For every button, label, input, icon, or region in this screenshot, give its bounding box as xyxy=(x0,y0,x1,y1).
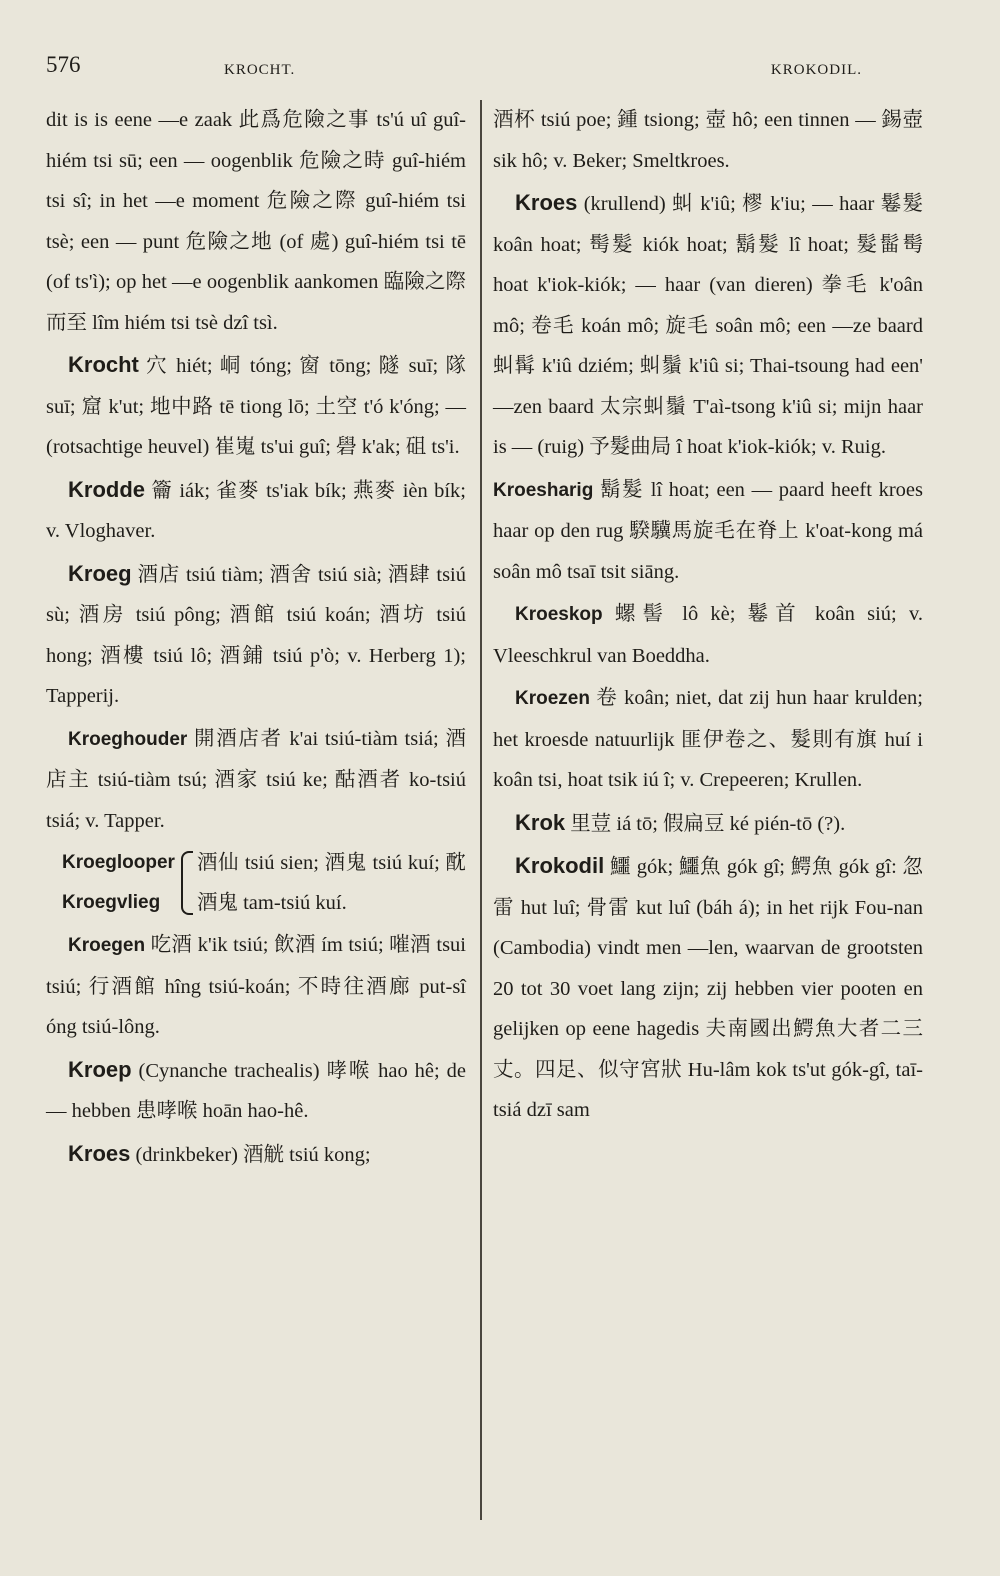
entry-body: 吃酒 k'ik tsiú; 飲酒 ím tsiú; 嗺酒 tsui tsiú; 行酒館 hîng tsiú-koán; 不時往酒廊 put-sî óng tsiú-lông. xyxy=(46,934,466,1038)
entry-kroeskop xyxy=(493,594,923,676)
entry-body: 鬍髮 lî hoat; een — paard heeft kroes haar op den rug 騤驥馬旋毛在脊上 k'oat-kong má soân mô tsaī tsit siāng. xyxy=(493,478,923,583)
entry-body: 酒店 tsiú tiàm; 酒舍 tsiú sià; 酒肆 tsiú sù; 酒房 tsiú pông; 酒館 tsiú koán; 酒坊 tsiú hong; 酒樓 tsiú lô; 酒鋪 tsiú p'ò; v. Herberg 1); Tapperij. xyxy=(46,563,466,707)
headword: Kroegen xyxy=(68,935,146,956)
entry-body: 籥 iák; 雀麥 ts'iak bík; 燕麥 ièn bík; v. Vloghaver. xyxy=(46,479,466,542)
entry-body: (drinkbeker) 酒觥 tsiú kong; xyxy=(130,1143,371,1166)
entry-text: 酒杯 tsiú poe; 鍾 tsiong; 壺 hô; een tinnen — 錫壺 sik hô; v. Beker; Smeltkroes. xyxy=(493,109,923,172)
entry-kroegen xyxy=(46,925,466,1048)
entry-body: (Cynanche trachealis) 哮喉 hao hê; de — hebben 患哮喉 hoān hao-hê. xyxy=(46,1059,466,1122)
headword: Krokodil xyxy=(515,853,605,878)
headword: Kroes xyxy=(68,1140,131,1166)
headword: Kroeglooper xyxy=(62,852,175,873)
headword: Kroeg xyxy=(68,560,132,586)
entry-kroes-krullend xyxy=(493,183,923,468)
entry-krocht xyxy=(46,345,466,468)
headword: Kroeghouder xyxy=(68,728,188,750)
entry-body: 開酒店者 k'ai tsiú-tiàm tsiá; 酒店主 tsiú-tiàm tsú; 酒家 tsiú ke; 酤酒者 ko-tsiú tsiá; v. Tapper. xyxy=(46,727,466,832)
entry-body: 鱷 gók; 鱷魚 gók gî; 鰐魚 gók gî: 忽雷 hut luî; 骨雷 kut luî (báh á); in het rijk Fou-nan (Cambodia) vindt men —len, waarvan de grootsten 20 tot 30 voet lang zijn; zij hebben vier pooten en gelijken op eene hagedis 夫南國出鰐魚大者二三丈。四足、似守宮狀 Hu-lâm kok ts'ut gók-gî, taī-tsiá dzī sam xyxy=(493,856,923,1121)
entry-krok xyxy=(493,803,923,845)
headword: Krocht xyxy=(68,352,139,377)
guide-word-right: KROKODIL. xyxy=(770,62,862,78)
entry-kroep xyxy=(46,1050,466,1132)
entry-body: (krullend) 虯 k'iû; 樛 k'iu; — haar 鬈髮 koân hoat; 髩髮 kiók hoat; 鬍髮 lî hoat; 髮髷髩 hoat k'iok-kiók; — haar (van dieren) 拳毛 k'oân mô; 卷毛 koán mô; 旋毛 soân mô; een —ze baard 虯髯 k'iû dziém; 虯鬚 k'iû si; Thai-tsoung had een' —zen baard 太宗虯鬚 T'aì-tsong k'iû si; mijn haar is — (ruig) 予髮曲局 î hoat k'iok-kiók; v. Ruig. xyxy=(493,193,923,458)
guide-word-left: KROCHT. xyxy=(224,62,296,78)
entry-continuation xyxy=(46,100,466,343)
headword: Krodde xyxy=(68,476,145,502)
entry-kroesharig xyxy=(493,470,923,593)
right-column xyxy=(493,100,923,1560)
headword: Kroep xyxy=(68,1056,132,1082)
entry-continuation xyxy=(493,100,923,181)
column-divider xyxy=(480,100,482,1520)
headword: Kroeskop xyxy=(515,604,603,625)
bracketed-headwords xyxy=(62,843,175,923)
headword: Kroegvlieg xyxy=(62,892,161,913)
entry-kroes-drinkbeker xyxy=(46,1134,466,1176)
entry-kroeg xyxy=(46,554,466,717)
headword: Kroezen xyxy=(515,688,590,709)
entry-kroezen xyxy=(493,678,923,801)
entry-body: 里荳 iá tō; 假扁豆 ké pién-tō (?). xyxy=(565,812,846,835)
page-number: 576 xyxy=(46,52,81,77)
brace-bracket xyxy=(181,851,193,915)
entry-text: dit is is eene —e zaak 此爲危險之事 ts'ú uî guî-hiém tsi sū; een — oogenblik 危險之時 guî-hiém tsi sî; in het —e moment 危險之際 guî-hiém tsi tsè; een — punt 危險之地 (of 處) guî-hiém tsi tē (of ts'ì); op het —e oogenblik aankomen 臨險之際而至 lîm hiém tsi tsè dzî tsì. xyxy=(46,109,466,334)
headword: Krok xyxy=(515,809,566,835)
entry-kroeghouder xyxy=(46,719,466,842)
headword: Kroesharig xyxy=(493,479,594,501)
left-column xyxy=(46,100,466,1560)
entry-body: 穴 hiét; 峒 tóng; 窗 tōng; 隧 suī; 隊 suī; 窟 k'ut; 地中路 tē tiong lō; 土空 t'ó k'óng; — (rotsachtige heuvel) 崔嵬 ts'ui guî; 礐 k'ak; 砠 ts'i. xyxy=(46,355,466,458)
entry-kroeglooper-kroegvlieg xyxy=(62,843,466,923)
headword: Kroes xyxy=(515,190,578,215)
entry-body: 螺髻 lô kè; 鬈首 koân siú; v. Vleeschkrul van Boeddha. xyxy=(493,603,923,667)
page-header xyxy=(46,52,960,88)
entry-body: 卷 koân; niet, dat zij hun haar krulden; het kroesde natuurlijk 匪伊卷之、髮則有旗 huí i koân tsi, hoat tsik iú î; v. Crepeeren; Krullen. xyxy=(493,687,923,791)
entry-body: 酒仙 tsiú sien; 酒鬼 tsiú kuí; 酖酒鬼 tam-tsiú kuí. xyxy=(196,852,466,914)
entry-krokodil xyxy=(493,846,923,1131)
entry-krodde xyxy=(46,470,466,552)
